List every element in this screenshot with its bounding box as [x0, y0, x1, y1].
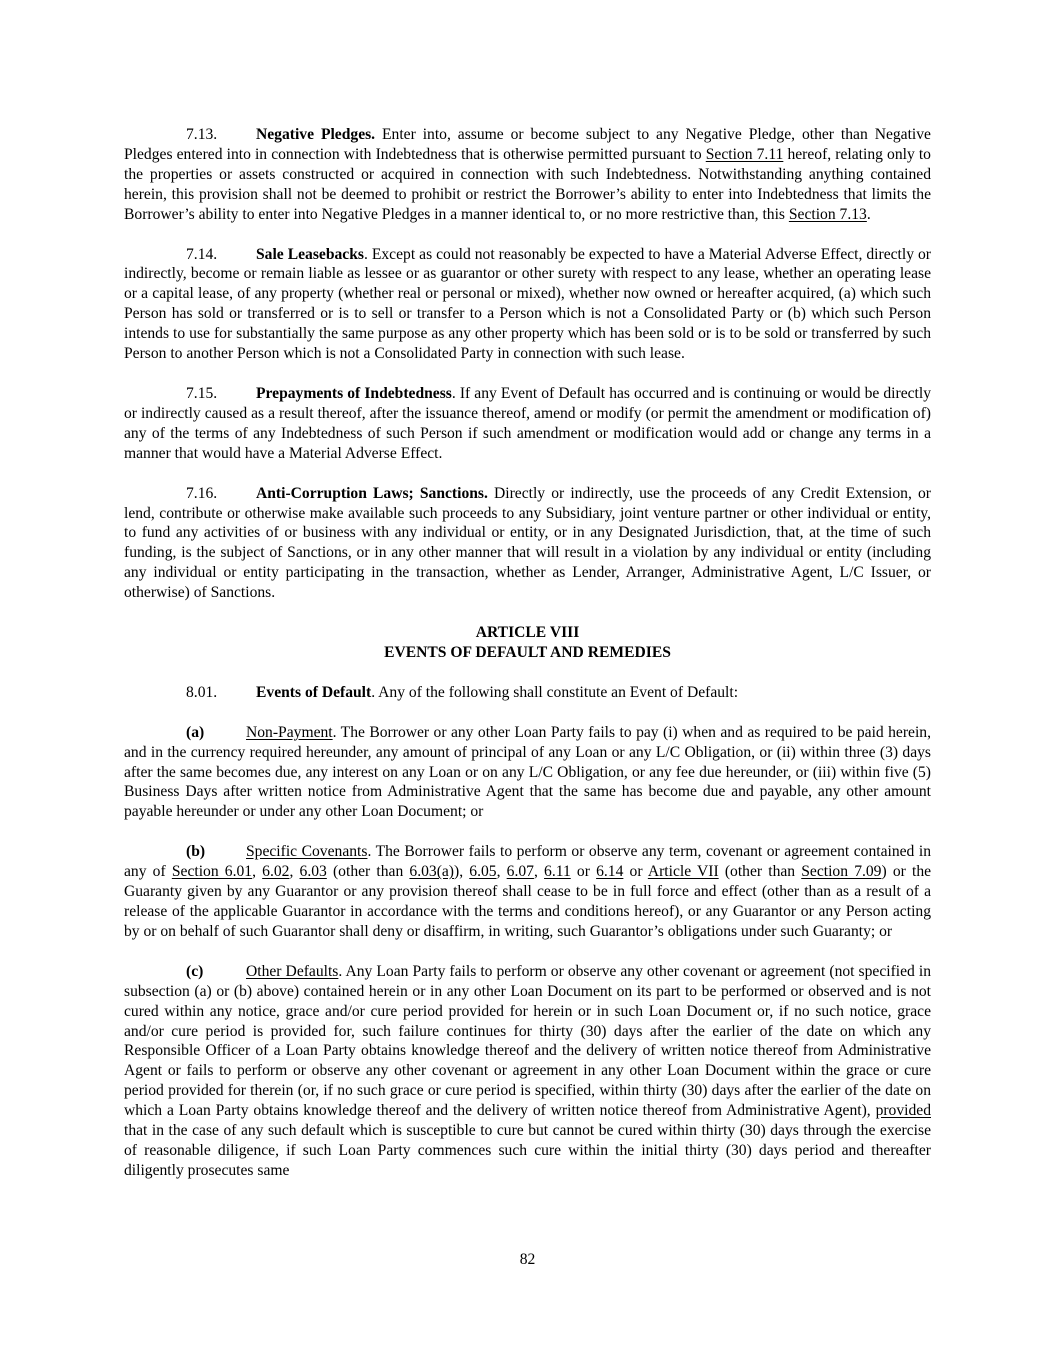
subsection-letter: (b) — [186, 843, 206, 861]
subsection-a: (a) Non-Payment. The Borrower or any other Loan Party fails to pay (i) when and as required to be paid herein, and in the currency required hereunder, any amount of principal of any Loan or any L/C Obligation, or (ii) within three (3) days after the same becomes due, any interest on any Loan or on any L/C Obligation, or any fee due hereunder, or (iii) within five (5) Business Days after written notice from Administrative Agent that the same has become due and payable, any other amount payable hereunder or under any other Loan Document; or — [124, 723, 931, 821]
section-heading: Sale Leasebacks — [256, 245, 364, 263]
subsection-c: (c) Other Defaults. Any Loan Party fails to perform or observe any other covenant or agreement (not specified in subsection (a) or (b) above) contained herein or in any other Loan Document on its part to be performed or observed and is not cured within any notice, grace and/or cure period provided for herein or in such Loan Document or, if no such notice, grace and/or cure period is provided for, such failure continues for thirty (30) days after the earlier of the date on which any Responsible Officer of a Loan Party obtains knowledge thereof and the delivery of written notice thereof from Administrative Agent or fails to perform or observe any other covenant or agreement in any other Loan Document within the grace or cure period provided for therein (or, if no such grace or cure period is specified, within thirty (30) days after the earlier of the date on which a Loan Party obtains knowledge thereof and the delivery of written notice thereof from Administrative Agent), provided that in the case of any such default which is susceptible to cure but cannot be cured within thirty (30) days through the exercise of reasonable diligence, if such Loan Party commences such cure within the initial thirty (30) days period and thereafter diligently prosecutes same — [124, 962, 932, 1179]
provided-term: provided — [875, 1102, 931, 1120]
section-heading: Negative Pledges. — [256, 126, 376, 143]
subsection-b: (b) Specific Covenants. The Borrower fails to perform or observe any term, covenant or agreement contained in any of Section 6.01, 6.02, 6.03 (other than 6.03(a)), 6.05, 6.07, 6.11 or 6.14 or Article VII (other than Section 7.09) or the Guaranty given by any Guarantor or any provision thereof shall cease to be in full force and effect (other than as a result of a release of the applicable Guarantor in accordance with the terms and conditions hereof), or any Guarantor or any Person acting by or on behalf of such Guarantor shall deny or disaffirm, in writing, such Guarantor’s obligations under such Guaranty; or — [124, 843, 932, 940]
section-number: 7.16. — [186, 484, 218, 502]
cross-reference: 6.11 — [544, 863, 571, 881]
section-number: 7.13. — [186, 126, 218, 143]
section-7-13: 7.13. Negative Pledges. Enter into, assume or become subject to any Negative Pledge, other than Negative Pledges entered into in connection with Indebtedness that is otherwise permitted pursuant to Section 7.11 hereof, relating only to the properties or assets constructed or acquired in connection with such Indebtedness. Notwithstanding anything contained herein, this provision shall not be deemed to prohibit or restrict the Borrower’s ability to enter into Indebtedness that limits the Borrower’s ability to enter into Negative Pledges in a manner identical to, or no more restrictive than, this Section 7.13. — [124, 126, 931, 223]
section-7-15: 7.15. Prepayments of Indebtedness. If any Event of Default has occurred and is continuing or would be directly or indirectly caused as a result thereof, after the issuance thereof, amend or modify (or permit the amendment or modification of) any of the terms of any Indebtedness of such Person if such amendment or modification would add or change any terms in a manner that would have a Material Adverse Effect. — [124, 384, 931, 462]
section-heading: Prepayments of Indebtedness — [256, 384, 452, 402]
cross-reference: 6.02 — [262, 863, 290, 881]
cross-reference: Section 7.13 — [788, 205, 867, 223]
cross-reference: 6.14 — [596, 863, 624, 881]
document-page — [124, 125, 931, 1181]
cross-reference: Section 6.01 — [171, 863, 253, 881]
subsection-heading: Specific Covenants — [246, 843, 368, 861]
cross-reference: Article VII — [647, 863, 719, 881]
subsection-heading: Non-Payment — [246, 723, 333, 741]
cross-reference: 6.03(a) — [409, 863, 455, 881]
section-number: 7.14. — [186, 245, 218, 263]
section-8-01: 8.01. Events of Default. Any of the following shall constitute an Event of Default: — [186, 683, 739, 701]
cross-reference: 6.07 — [506, 863, 534, 881]
article-title: ARTICLE VIII — [475, 624, 580, 642]
cross-reference: 6.03 — [299, 863, 327, 881]
cross-reference: 6.05 — [469, 863, 497, 881]
cross-reference: Section 7.11 — [705, 145, 784, 163]
section-7-16: 7.16. Anti-Corruption Laws; Sanctions. Directly or indirectly, use the proceeds of any Credit Extension, or lend, contribute or otherwise make available such proceeds to any Subsidiary, joint venture partner or other individual or entity, to fund any activities of or business with any individual or entity, or in any Designated Jurisdiction, that, at the time of such funding, is the subject of Sanctions, or in any other manner that will result in a violation by any individual or entity (including any individual or entity participating in the transaction, whether as Lender, Arranger, Administrative Agent, L/C Issuer, or otherwise) of Sanctions. — [124, 484, 931, 602]
section-heading: Events of Default — [256, 683, 372, 701]
cross-reference: Section 7.09 — [801, 863, 882, 881]
page-number: 82 — [519, 1251, 536, 1268]
article-subtitle: EVENTS OF DEFAULT AND REMEDIES — [384, 643, 671, 661]
section-7-14: 7.14. Sale Leasebacks. Except as could not reasonably be expected to have a Material Adverse Effect, directly or indirectly, become or remain liable as lessee or as guarantor or other surety with respect to any lease, whether an operating lease or a capital lease, of any property (whether real or personal or mixed), whether now owned or hereafter acquired, (a) which such Person has sold or transferred or is to sell or transfer to a Person which is not a Consolidated Party or (b) which such Person intends to use for substantially the same purpose as any other property which has been sold or is to be sold or transferred by such Person to another Person which is not a Consolidated Party in connection with such lease. — [124, 245, 931, 363]
section-heading: Anti-Corruption Laws; Sanctions. — [256, 484, 488, 502]
subsection-heading: Other Defaults — [246, 962, 339, 980]
subsection-letter: (a) — [186, 723, 205, 741]
section-number: 7.15. — [186, 384, 218, 402]
subsection-letter: (c) — [186, 962, 204, 980]
section-number: 8.01. — [186, 683, 218, 701]
